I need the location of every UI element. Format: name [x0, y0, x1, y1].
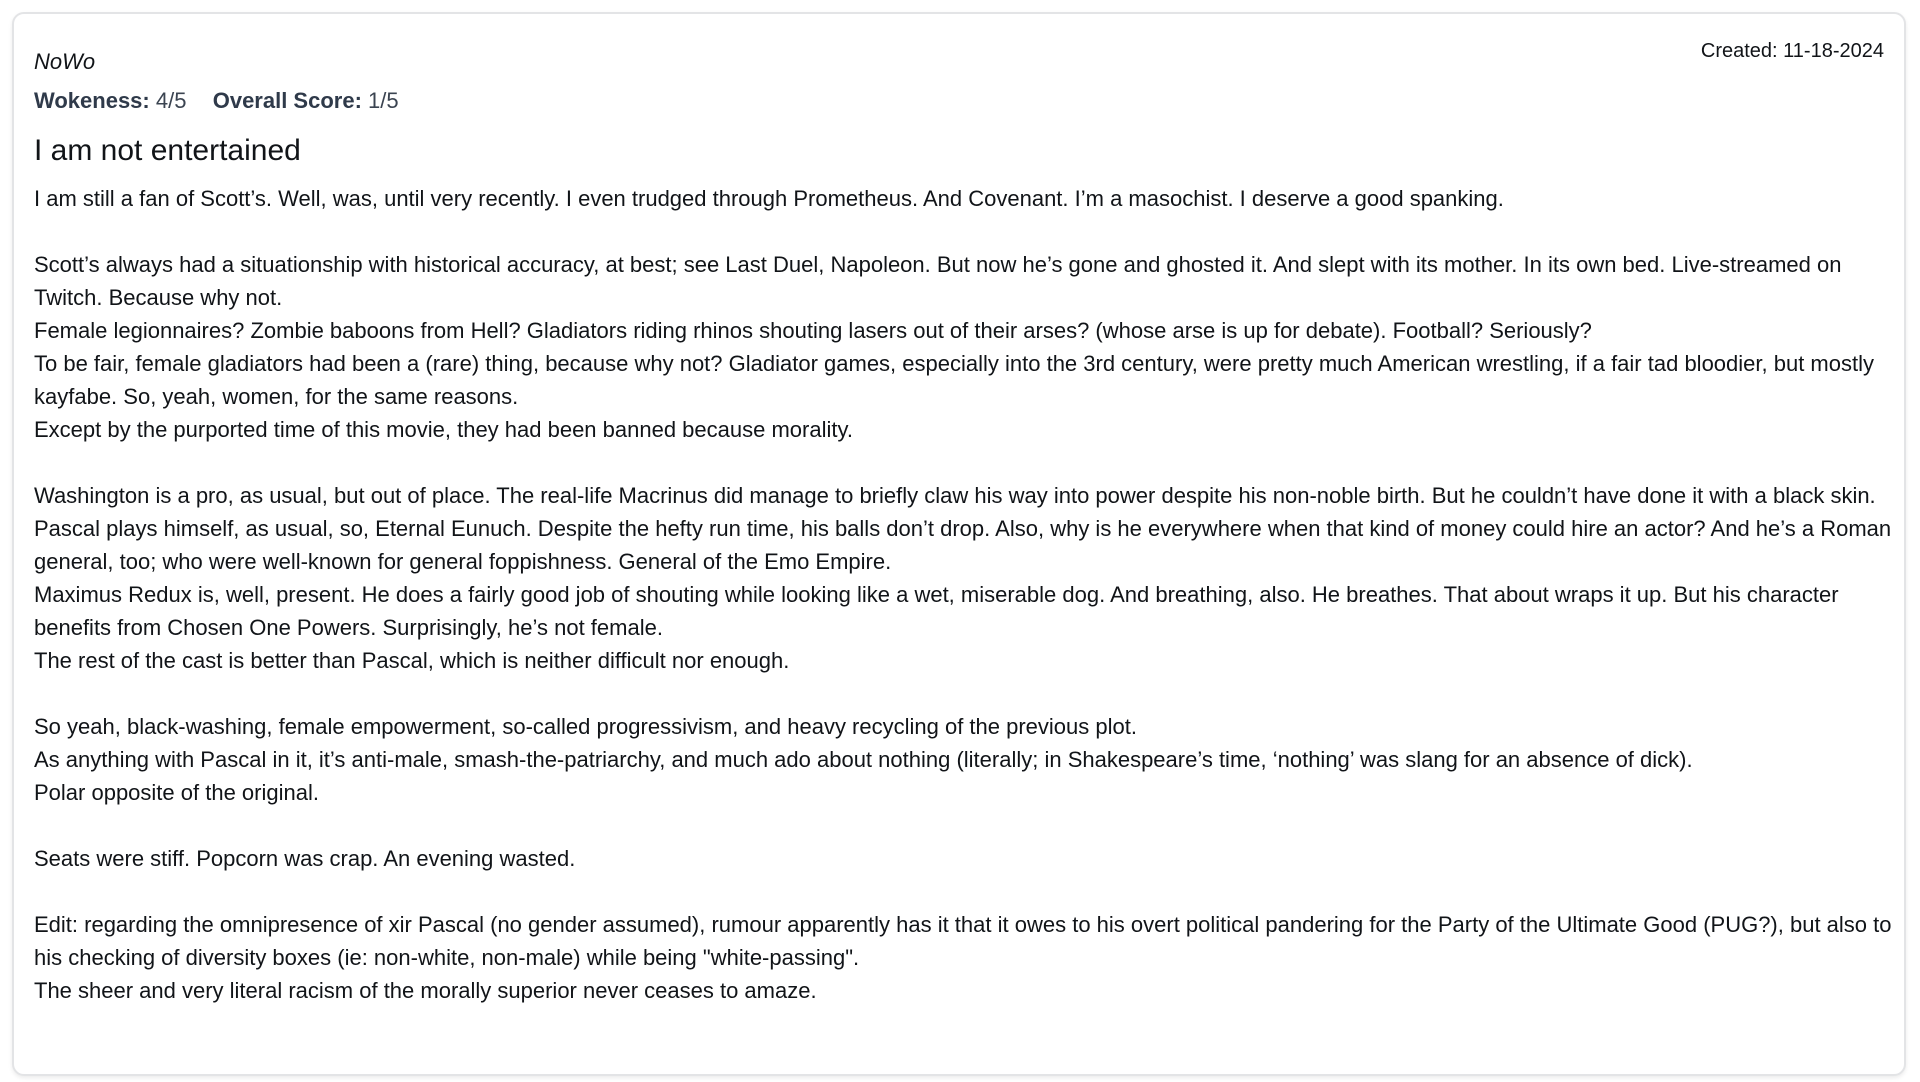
review-card	[12, 12, 1906, 1076]
review-blank-line	[34, 809, 1894, 842]
review-blank-line	[34, 677, 1894, 710]
review-body	[34, 182, 1894, 1007]
review-paragraph: Maximus Redux is, well, present. He does a fairly good job of shouting while looking like a wet, miserable dog. And breathing, also. He breathes. That about wraps it up. But his character benefits from Chosen One Powers. Surprisingly, he’s not female.	[34, 582, 1839, 640]
review-paragraph: Female legionnaires? Zombie baboons from Hell? Gladiators riding rhinos shouting lasers out of their arses? (whose arse is up for debate). Football? Seriously?	[34, 318, 1592, 343]
review-scores	[34, 86, 1884, 116]
review-paragraph: To be fair, female gladiators had been a (rare) thing, because why not? Gladiator games, especially into the 3rd century, were pretty much American wrestling, if a fair tad bloodier, but mostly kayfabe. So, yeah, women, for the same reasons.	[34, 351, 1874, 409]
wokeness-value: 4/5	[155, 88, 187, 113]
review-paragraph: As anything with Pascal in it, it’s anti-male, smash-the-patriarchy, and much ado about nothing (literally; in Shakespeare’s time, ‘nothing’ was slang for an absence of dick).	[34, 747, 1693, 772]
review-title: I am not entertained	[34, 134, 301, 167]
review-blank-line	[34, 215, 1894, 248]
review-paragraph: Polar opposite of the original.	[34, 780, 319, 805]
review-paragraph: I am still a fan of Scott’s. Well, was, until very recently. I even trudged through Prometheus. And Covenant. I’m a masochist. I deserve a good spanking.	[34, 186, 1504, 211]
review-paragraph: Washington is a pro, as usual, but out of place. The real-life Macrinus did manage to briefly claw his way into power despite his non-noble birth. But he couldn’t have done it with a black skin.	[34, 483, 1876, 508]
overall-score-label: Overall Score:	[212, 88, 362, 113]
review-paragraph: So yeah, black-washing, female empowerment, so-called progressivism, and heavy recycling of the previous plot.	[34, 714, 1137, 739]
review-paragraph: Except by the purported time of this movie, they had been banned because morality.	[34, 417, 853, 442]
review-blank-line	[34, 875, 1894, 908]
overall-score-value: 1/5	[368, 88, 399, 113]
created-value: 11-18-2024	[1783, 40, 1884, 62]
review-paragraph: The sheer and very literal racism of the morally superior never ceases to amaze.	[34, 978, 817, 1003]
review-paragraph: Seats were stiff. Popcorn was crap. An evening wasted.	[34, 846, 576, 871]
created-date	[1701, 40, 1884, 63]
review-paragraph: The rest of the cast is better than Pascal, which is neither difficult nor enough.	[34, 648, 790, 673]
review-author: NoWo	[34, 49, 96, 74]
review-paragraph: Edit: regarding the omnipresence of xir Pascal (no gender assumed), rumour apparently has it that it owes to his overt political pandering for the Party of the Ultimate Good (PUG?), but also to his checking of diversity boxes (ie: non-white, non-male) while being "white-passing".	[34, 912, 1892, 970]
review-blank-line	[34, 446, 1894, 479]
wokeness-label: Wokeness:	[34, 88, 150, 113]
created-label: Created:	[1700, 40, 1778, 62]
review-paragraph: Pascal plays himself, as usual, so, Eternal Eunuch. Despite the hefty run time, his balls don’t drop. Also, why is he everywhere when that kind of money could hire an actor? And he’s a Roman general, too; who were well-known for general foppishness. General of the Emo Empire.	[34, 516, 1892, 574]
review-paragraph: Scott’s always had a situationship with historical accuracy, at best; see Last Duel, Napoleon. But now he’s gone and ghosted it. And slept with its mother. In its own bed. Live-streamed on Twitch. Because why not.	[34, 252, 1842, 310]
